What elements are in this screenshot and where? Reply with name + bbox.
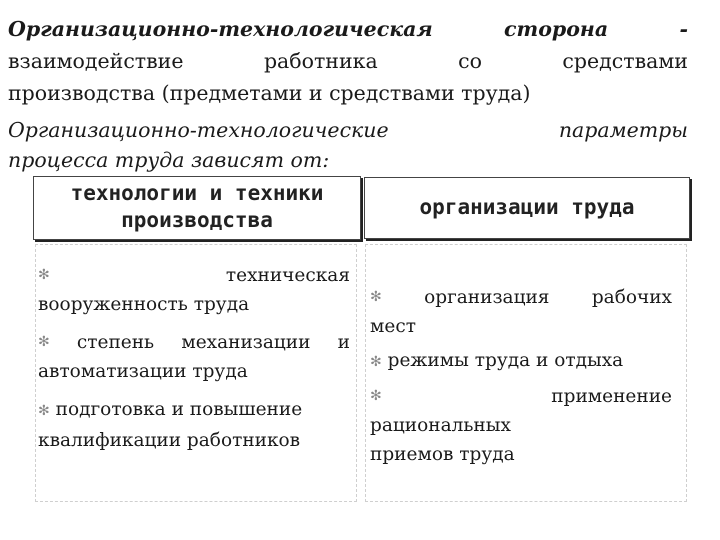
box-organization-label: организации труда: [419, 195, 635, 219]
right-item-1-word: организация: [424, 287, 550, 308]
intro-word: -: [679, 17, 688, 41]
asterisk-bullet-icon: ✻: [38, 403, 50, 419]
intro-word: Организационно-технологическая: [8, 17, 433, 41]
left-item-2-word: механизации: [181, 332, 311, 353]
right-item-2-text: режимы труда и отдыха: [387, 350, 624, 371]
left-item-1-cont: вооруженность труда: [38, 294, 250, 315]
right-item-3-word: применение: [551, 386, 672, 407]
intro-word: работника: [263, 49, 378, 73]
intro-word: взаимодействие: [8, 49, 184, 73]
right-item-1-cont: мест: [370, 316, 416, 337]
left-item-3-text: подготовка и повышение: [55, 399, 303, 420]
intro-line-1: [8, 17, 688, 41]
intro-line-3: производства (предметами и средствами труда): [8, 81, 531, 105]
box-technology-line-1: технологии и техники: [70, 181, 324, 205]
left-item-3-cont: квалификации работников: [38, 430, 301, 451]
intro-word: средствами: [562, 49, 688, 73]
right-item-1-word: рабочих: [591, 287, 672, 308]
asterisk-bullet-icon: ✻: [370, 289, 382, 305]
params-word: параметры: [558, 118, 688, 142]
box-technology-line-2: производства: [121, 208, 273, 232]
intro-line-2: [8, 49, 688, 73]
asterisk-bullet-icon: ✻: [38, 267, 50, 283]
intro-word: сторона: [504, 17, 609, 41]
left-item-2: [38, 328, 350, 386]
left-item-3: [38, 395, 368, 455]
right-item-2: [370, 346, 680, 377]
asterisk-bullet-icon: ✻: [370, 388, 382, 404]
right-item-3-cont: рациональных: [370, 415, 511, 436]
left-item-1-text: техническая: [225, 265, 350, 286]
asterisk-bullet-icon: ✻: [370, 354, 382, 370]
params-word: Организационно-технологические: [8, 118, 389, 142]
left-item-2-word: степень: [76, 332, 155, 353]
left-item-1: [38, 261, 350, 319]
asterisk-bullet-icon: ✻: [38, 334, 50, 350]
box-technology: [33, 176, 361, 240]
params-line-1: [8, 118, 688, 142]
left-item-2-cont: автоматизации труда: [38, 361, 248, 382]
left-item-2-word: и: [337, 332, 350, 353]
right-item-3-cont2: приемов труда: [370, 444, 515, 465]
intro-word: со: [458, 49, 482, 73]
right-item-3: [370, 382, 672, 469]
params-line-2: процесса труда зависят от:: [8, 148, 330, 172]
right-item-1: [370, 283, 672, 341]
box-organization: [364, 177, 690, 239]
